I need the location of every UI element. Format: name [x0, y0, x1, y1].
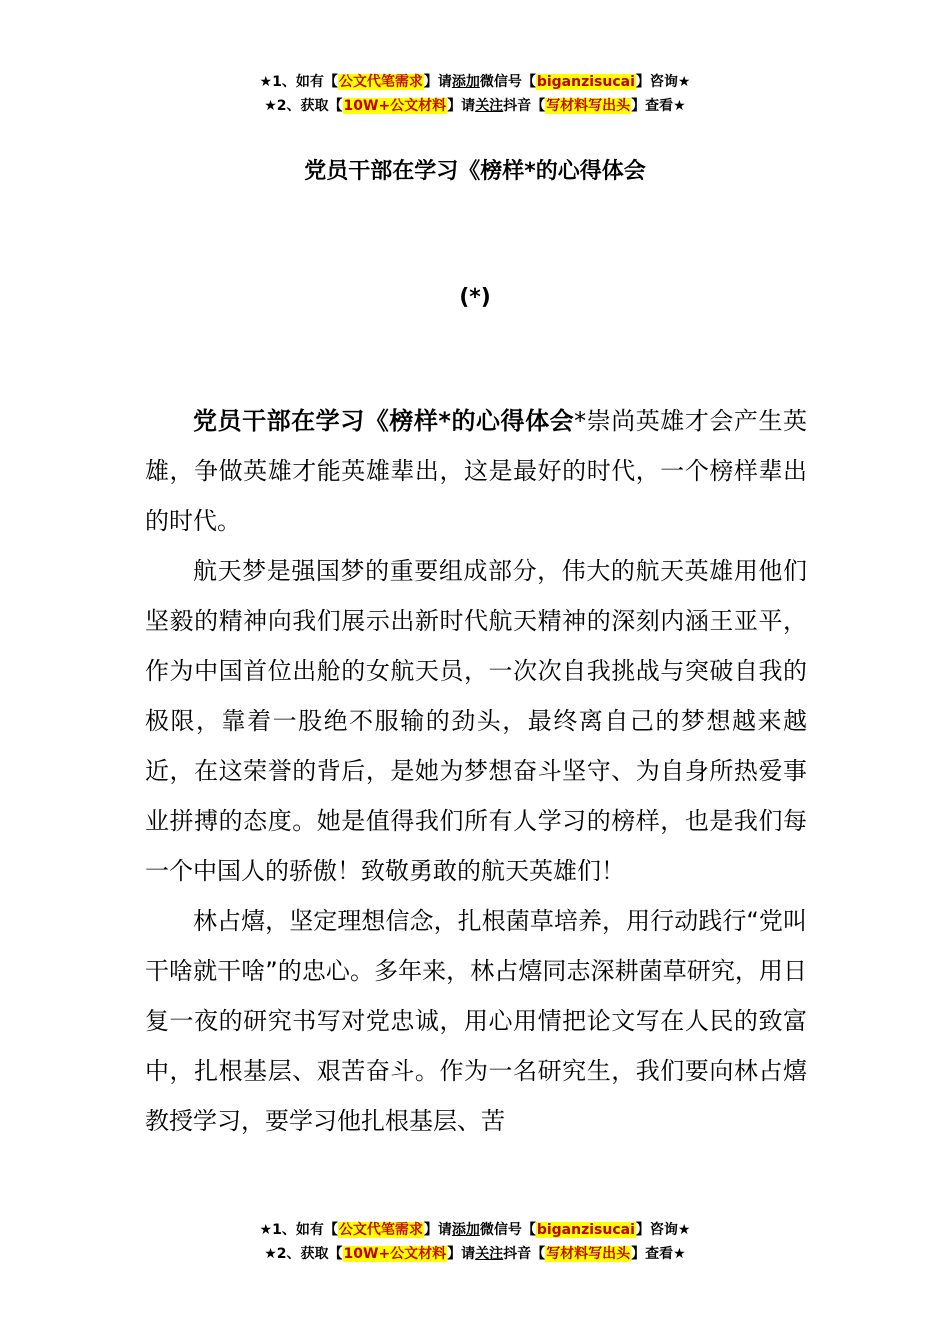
banner-highlight: biganzisucai — [536, 74, 635, 90]
banner-text: 】咨询★ — [635, 74, 691, 90]
banner-underlined: 添加 — [451, 1222, 480, 1238]
banner-text: 】请 — [447, 1246, 476, 1262]
paragraph-1-text: *崇尚英雄才会产生英雄，争做英雄才能英雄辈出，这是最好的时代，一个榜样辈出的时代。 — [145, 407, 807, 535]
banner-highlight: 公文代笔需求 — [338, 74, 423, 90]
banner-text: ★2、获取【 — [264, 1246, 343, 1262]
banner-underlined: 关注 — [475, 1246, 504, 1262]
document-subtitle: (*) — [459, 285, 491, 310]
footer-banner — [0, 1218, 950, 1266]
paragraph-2: 航天梦是强国梦的重要组成部分，伟大的航天英雄用他们坚毅的精神向我们展示出新时代航天精神的深刻内涵王亚平，作为中国首位出舱的女航天员，一次次自我挑战与突破自我的极限，靠着一股绝不服输的劲头，最终离自己的梦想越来越近，在这荣誉的背后，是她为梦想奋斗坚守、为自身所热爱事业拼搏的态度。她是值得我们所有人学习的榜样，也是我们每一个中国人的骄傲！致敬勇敢的航天英雄们！ — [145, 557, 807, 885]
header-banner — [0, 70, 950, 118]
document-body — [145, 396, 807, 1146]
document-title: 党员干部在学习《榜样*的心得体会 — [304, 159, 646, 184]
banner-text: 】查看★ — [631, 98, 686, 114]
banner-highlight: 写材料写出头 — [546, 98, 631, 114]
banner-highlight: 10W+公文材料 — [343, 98, 447, 114]
banner-text: 微信号【 — [479, 1222, 536, 1238]
banner-line-1 — [0, 1218, 950, 1242]
banner-line-1 — [0, 70, 950, 94]
banner-text: 】查看★ — [631, 1246, 686, 1262]
banner-highlight: 公文代笔需求 — [338, 1222, 423, 1238]
banner-underlined: 关注 — [475, 98, 504, 114]
banner-line-2 — [0, 1242, 950, 1266]
banner-text: 抖音【 — [503, 1246, 546, 1262]
banner-text: 微信号【 — [479, 74, 536, 90]
banner-highlight: biganzisucai — [536, 1222, 635, 1238]
banner-text: 】咨询★ — [635, 1222, 691, 1238]
paragraph-1-bold: 党员干部在学习《榜样*的心得体会 — [193, 407, 575, 435]
banner-text: ★1、如有【 — [259, 74, 338, 90]
banner-underlined: 添加 — [451, 74, 480, 90]
banner-text: 】请 — [447, 98, 476, 114]
banner-text: ★1、如有【 — [259, 1222, 338, 1238]
banner-text: 抖音【 — [503, 98, 546, 114]
banner-line-2 — [0, 94, 950, 118]
banner-text: 】请 — [423, 74, 452, 90]
paragraph-3: 林占熺，坚定理想信念，扎根菌草培养，用行动践行“党叫干啥就干啥”的忠心。多年来，林占熺同志深耕菌草研究，用日复一夜的研究书写对党忠诚，用心用情把论文写在人民的致富中，扎根基层、艰苦奋斗。作为一名研究生，我们要向林占熺教授学习，要学习他扎根基层、苦 — [145, 907, 807, 1135]
banner-highlight: 10W+公文材料 — [343, 1246, 447, 1262]
banner-text: 】请 — [423, 1222, 452, 1238]
banner-text: ★2、获取【 — [264, 98, 343, 114]
paragraph-1 — [145, 396, 807, 546]
banner-highlight: 写材料写出头 — [546, 1246, 631, 1262]
